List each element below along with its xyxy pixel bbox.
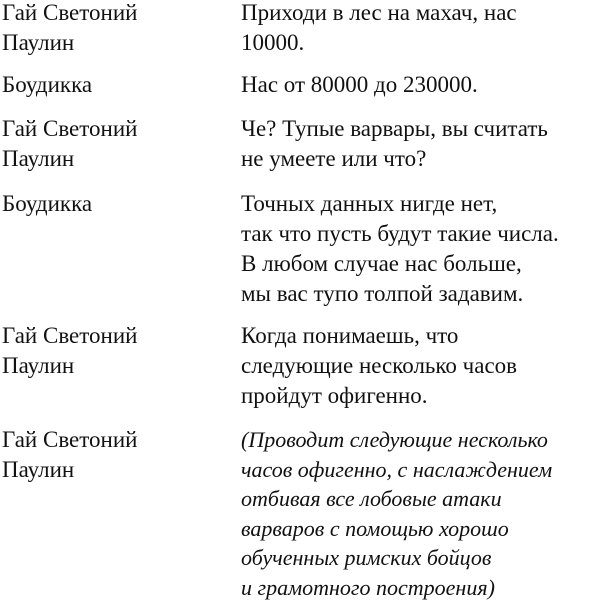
dialogue-text-line: Че? Тупые варвары, вы считать [241,116,548,141]
dialogue-line [241,70,600,100]
dialogue-text-line: отбивая все лобовые атаки [241,486,502,512]
dialogue-text-line: Точных данных нигде нет, [241,191,498,216]
speaker-name [2,189,227,219]
dialogue-text-line: варваров с помощью хорошо [241,515,509,541]
dialogue-text-line: Когда понимаешь, что [241,323,459,348]
speaker-name [2,321,227,381]
dialogue-line [241,189,600,309]
dialogue-text-line: мы вас тупо толпой задавим. [241,281,524,306]
speaker-name-line: Гай Светоний [2,0,138,25]
speaker-name [2,0,227,58]
speaker-name [2,70,227,100]
dialogue-text-line: Приходи в лес на махач, нас [241,0,517,25]
dialogue-text-line: пройдут офигенно. [241,383,428,408]
dialogue-line [241,0,600,58]
dialogue-line [241,114,600,174]
speaker-name [2,425,227,485]
speaker-name-line: Боудикка [2,191,93,216]
dialogue-text-line: Нас от 80000 до 230000. [241,72,478,97]
dialogue-text-line: следующие несколько часов [241,353,518,378]
speaker-name-line: Гай Светоний [2,323,138,348]
dialogue-text-line: и грамотного построения) [241,574,495,600]
speaker-name-line: Паулин [2,457,75,482]
dialogue-text-line: В любом случае нас больше, [241,251,522,276]
speaker-name [2,114,227,174]
speaker-name-line: Паулин [2,353,75,378]
dialogue-text-line: не умеете или что? [241,146,427,171]
dialogue-text-line: так что пусть будут такие числа. [241,221,559,246]
dialogue-text-line: обученных римских бойцов [241,545,492,571]
speaker-name-line: Паулин [2,146,75,171]
speaker-name-line: Гай Светоний [2,427,138,452]
dialogue-text-line: часов офигенно, с наслаждением [241,456,553,482]
speaker-name-line: Боудикка [2,72,93,97]
speaker-name-line: Гай Светоний [2,116,138,141]
speaker-name-line: Паулин [2,30,75,55]
stage-direction [241,425,600,603]
dialogue-text-line: (Проводит следующие несколько [241,427,548,452]
dialogue-line [241,321,600,411]
dialogue-text-line: 10000. [241,30,305,55]
